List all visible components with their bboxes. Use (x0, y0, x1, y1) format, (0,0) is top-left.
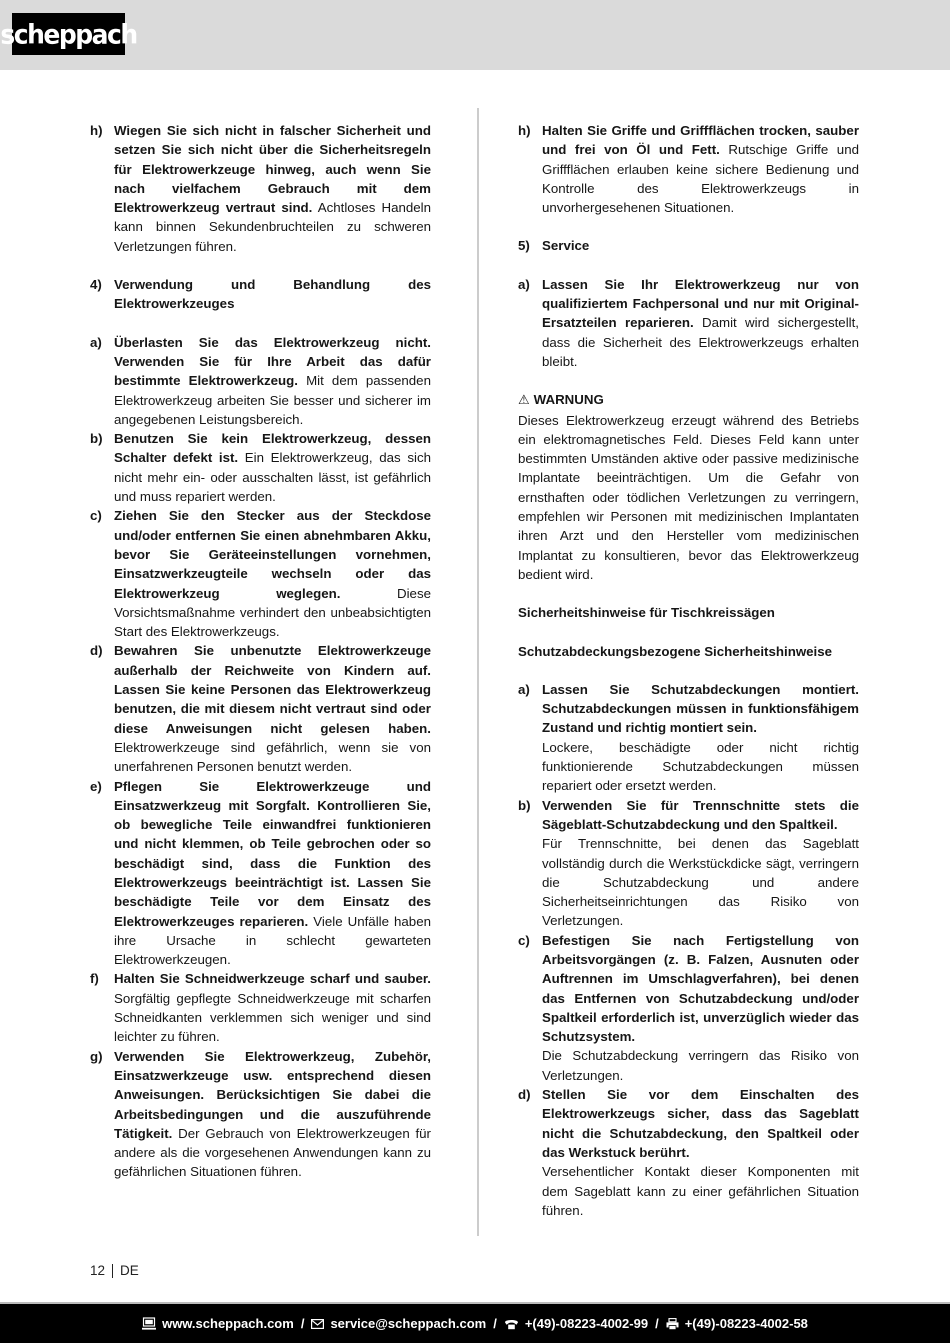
list-item-label: b) (518, 797, 531, 813)
list-item (90, 121, 431, 256)
section-heading (518, 236, 859, 255)
list-item (90, 1047, 431, 1182)
list-item-text (114, 643, 431, 774)
heading-label: 5) (518, 238, 530, 254)
contact-footer-bar (0, 1302, 950, 1343)
contact-separator: / (493, 1316, 497, 1331)
list-item-text (114, 431, 431, 504)
item-text-bold: Ziehen Sie den Stecker aus der Steckdose und/oder entfernen Sie einen abnehmbaren Akku, bevor Sie Geräteeinstellungen vornehmen, Einsatzwerkzeugteile wechseln oder das Elektrowerkzeug weglegen. (114, 508, 431, 601)
list-item-label: a) (518, 276, 530, 292)
item-text-bold: Verwenden Sie Elektrowerkzeug, Zubehör, Einsatzwerkzeuge usw. entsprechend diesen Anweisungen. Berücksichtigen Sie dabei die Arbeitsbedingungen und die auszuführende Tätigkeit. (114, 1048, 431, 1141)
list-item-text (542, 123, 859, 215)
list-item-text (542, 933, 859, 1083)
list-item-label: b) (90, 431, 103, 447)
list-item (518, 275, 859, 371)
list-item-text (542, 798, 859, 929)
logo-text: scheppach (0, 18, 137, 50)
page-number-separator (112, 1264, 113, 1278)
item-text-bold: Halten Sie Griffe und Griffflächen trocken, sauber und frei von Öl und Fett. (542, 123, 859, 158)
contact-item (311, 1316, 486, 1331)
list-item-label: d) (518, 1087, 531, 1103)
list-item-label: a) (518, 681, 530, 697)
list-item (518, 1085, 859, 1220)
item-text-normal: Versehentlicher Kontakt dieser Komponenten mit dem Sageblatt kann zu einer gefährlichen Situation führen. (542, 1164, 859, 1218)
section-heading (518, 642, 859, 661)
contact-text: +(49)-08223-4002-99 (524, 1316, 649, 1331)
item-text-bold: Wiegen Sie sich nicht in falscher Sicherheit und setzen Sie sich nicht über die Sicherheitsregeln für Elektrowerkzeuge hinweg, auch wenn Sie nach vielfachem Gebrauch mit dem Elektrowerkzeug vertraut sind. (114, 123, 431, 216)
list-item-label: g) (90, 1048, 103, 1064)
page-number (90, 1263, 139, 1278)
section-heading (518, 390, 859, 410)
contact-text: www.scheppach.com (162, 1316, 294, 1331)
item-text-normal: Rutschige Griffe und Griffflächen erlauben keine sichere Bedienung und Kontrolle des Elektrowerkzeugs in unvorhergesehenen Situationen. (542, 142, 859, 216)
page-header (0, 0, 950, 70)
scheppach-logo (0, 13, 137, 55)
item-text-bold: Lassen Sie Schutzabdeckungen montiert. Schutzabdeckungen müssen in funktionsfähigem Zustand und richtig montiert sein. (542, 681, 859, 736)
item-text-normal: Elektrowerkzeuge sind gefährlich, wenn sie von unerfahrenen Personen benutzt werden. (114, 739, 431, 775)
heading-label: 4) (90, 277, 102, 293)
fax-icon (666, 1318, 679, 1330)
list-item (518, 680, 859, 796)
list-item (90, 641, 431, 776)
item-text-normal: Mit dem passenden Elektrowerkzeug arbeiten Sie besser und sicherer im angegebenen Leistungsbereich. (114, 373, 431, 427)
item-text-normal: Die Schutzabdeckung verringern das Risiko von Verletzungen. (542, 1048, 859, 1083)
phone-icon (504, 1318, 519, 1330)
item-text-bold: Verwenden Sie für Trennschnitte stets die Sägeblatt-Schutzabdeckung und den Spaltkeil. (542, 797, 859, 832)
contact-item (142, 1316, 294, 1331)
list-item-text (114, 1049, 431, 1180)
heading-text: Service (542, 238, 590, 254)
item-text-bold: Lassen Sie Ihr Elektrowerkzeug nur von qualifiziertem Fachpersonal und nur mit Original-Ersatzteilen reparieren. (542, 276, 859, 331)
list-item-text (542, 1087, 859, 1218)
list-item-label: c) (518, 932, 530, 948)
heading-text: Verwendung und Behandlung des Elektrowerkzeuges (114, 277, 431, 312)
list-item-text (542, 682, 859, 793)
left-text-column (90, 121, 431, 1182)
item-text-normal: Der Gebrauch von Elektrowerkzeugen für andere als die vorgesehenen Anwendungen kann zu gefährlichen Situationen führen. (114, 1125, 431, 1180)
heading-text: Schutzabdeckungsbezogene Sicherheitshinweise (518, 643, 833, 659)
item-text-bold: Bewahren Sie unbenutzte Elektrowerkzeuge außerhalb der Reichweite von Kindern auf. Lassen Sie keine Personen das Elektrowerkzeug benutzen, die mit diesem nicht vertraut sind oder diese Anweisungen nicht gelesen haben. (114, 643, 431, 736)
contact-item (666, 1316, 808, 1331)
item-text-bold: Pflegen Sie Elektrowerkzeuge und Einsatzwerkzeug mit Sorgfalt. Kontrollieren Sie, ob bewegliche Teile einwandfrei funktionieren und nicht klemmen, ob Teile gebrochen oder so beschädigt sind, dass die Funktion des Elektrowerkzeugs beeinträchtigt ist. Lassen Sie beschädigte Teile vor dem Einsatz des Elektrowerkzeuges reparieren. (114, 778, 431, 929)
list-item (90, 333, 431, 429)
list-item-label: h) (518, 123, 531, 138)
paragraph (518, 411, 859, 585)
item-text-normal: Für Trennschnitte, bei denen das Sageblatt vollständig durch die Werkstückdicke sägt, verringern die Schutzabdeckung und andere Sicherheitseinrichtungen das Risiko von Verletzungen. (542, 836, 859, 929)
contact-text: +(49)-08223-4002-58 (684, 1316, 808, 1331)
item-text-bold: Benutzen Sie kein Elektrowerkzeug, dessen Schalter defekt ist. (114, 431, 431, 466)
list-item-label: a) (90, 334, 102, 350)
computer-icon (142, 1317, 156, 1330)
warning-triangle-icon: ⚠ (518, 393, 530, 409)
email-icon (311, 1319, 324, 1329)
list-item (518, 796, 859, 931)
item-text-bold: Halten Sie Schneidwerkzeuge scharf und sauber. (114, 971, 431, 987)
section-heading (518, 603, 859, 622)
section-heading (90, 275, 431, 314)
page-language: DE (120, 1263, 139, 1278)
list-item-text (114, 779, 431, 968)
paragraph-text: Dieses Elektrowerkzeug erzeugt während des Betriebs ein elektromagnetisches Feld. Dieses Feld kann unter bestimmten Umständen aktive oder passive medizinische Implantate beeinträchtigen. Um die Gefahr von ernsthaften oder tödlichen Verletzungen zu verringern, empfehlen wir Personen mit medizinischen Implantaten ihren Arzt und den Hersteller vom medizinischen Implantat zu konsultieren, bevor das Elektrowerkzeug bedient wird. (518, 412, 859, 582)
item-text-normal: Ein Elektrowerkzeug, das sich nicht mehr ein- oder ausschalten lässt, ist gefährlich und muss repariert werden. (114, 450, 431, 505)
list-item-text (542, 277, 859, 369)
list-item (90, 506, 431, 641)
item-text-normal: Sorgfältig gepflegte Schneidwerkzeuge mit scharfen Schneidkanten verklemmen sich weniger und sind leichter zu führen. (114, 990, 431, 1045)
contact-text: service@scheppach.com (330, 1316, 487, 1331)
item-text-bold: Befestigen Sie nach Fertigstellung von Arbeitsvorgängen (z. B. Falzen, Ausnuten oder Auftrennen im Umschlagverfahren), bei denen das Entfernen von Schutzabdeckung und/oder Spaltkeil erforderlich ist, unverzüglich wieder das Schutzsystem. (542, 932, 859, 1045)
list-item-text (114, 123, 431, 254)
list-item-text (114, 971, 431, 1044)
list-item-text (114, 335, 431, 427)
item-text-normal: Damit wird sichergestellt, dass die Sicherheit des Elektrowerkzeugs erhalten bleibt. (542, 315, 859, 369)
list-item-label: d) (90, 643, 103, 659)
list-item (90, 777, 431, 970)
item-text-bold: Stellen Sie vor dem Einschalten des Elektrowerkzeugs sicher, dass das Sageblatt nicht die Schutzabdeckung, den Spaltkeil oder das Werkstuck berührt. (542, 1087, 859, 1160)
column-divider (477, 108, 479, 1236)
list-item (90, 969, 431, 1046)
list-item-label: h) (90, 123, 103, 138)
item-text-normal: Achtloses Handeln kann binnen Sekundenbruchteilen zu schweren Verletzungen führen. (114, 200, 431, 254)
list-item (518, 121, 859, 217)
list-item-label: c) (90, 508, 102, 524)
heading-text: WARNUNG (533, 392, 604, 408)
page-number-value: 12 (90, 1263, 106, 1278)
item-text-normal: Lockere, beschädigte oder nicht richtig funktionierende Schutzabdeckungen müssen repariert oder ersetzt werden. (542, 739, 859, 794)
list-item-label: e) (90, 778, 102, 794)
item-text-bold: Überlasten Sie das Elektrowerkzeug nicht. Verwenden Sie für Ihre Arbeit das dafür bestimmte Elektrowerkzeug. (114, 334, 431, 389)
contact-separator: / (300, 1316, 305, 1331)
list-item-text (114, 508, 431, 639)
list-item-label: f) (90, 971, 99, 987)
contact-separator: / (655, 1316, 659, 1331)
right-text-column (518, 121, 859, 1220)
list-item (90, 429, 431, 506)
contact-item (504, 1316, 648, 1331)
heading-text: Sicherheitshinweise für Tischkreissägen (518, 605, 775, 621)
item-text-normal: Viele Unfälle haben ihre Ursache in schlecht gewarteten Elektrowerkzeugen. (114, 913, 431, 968)
item-text-normal: Diese Vorsichtsmaßnahme verhindert den unbeabsichtigten Start des Elektrowerkzeugs. (114, 585, 431, 640)
list-item (518, 931, 859, 1085)
